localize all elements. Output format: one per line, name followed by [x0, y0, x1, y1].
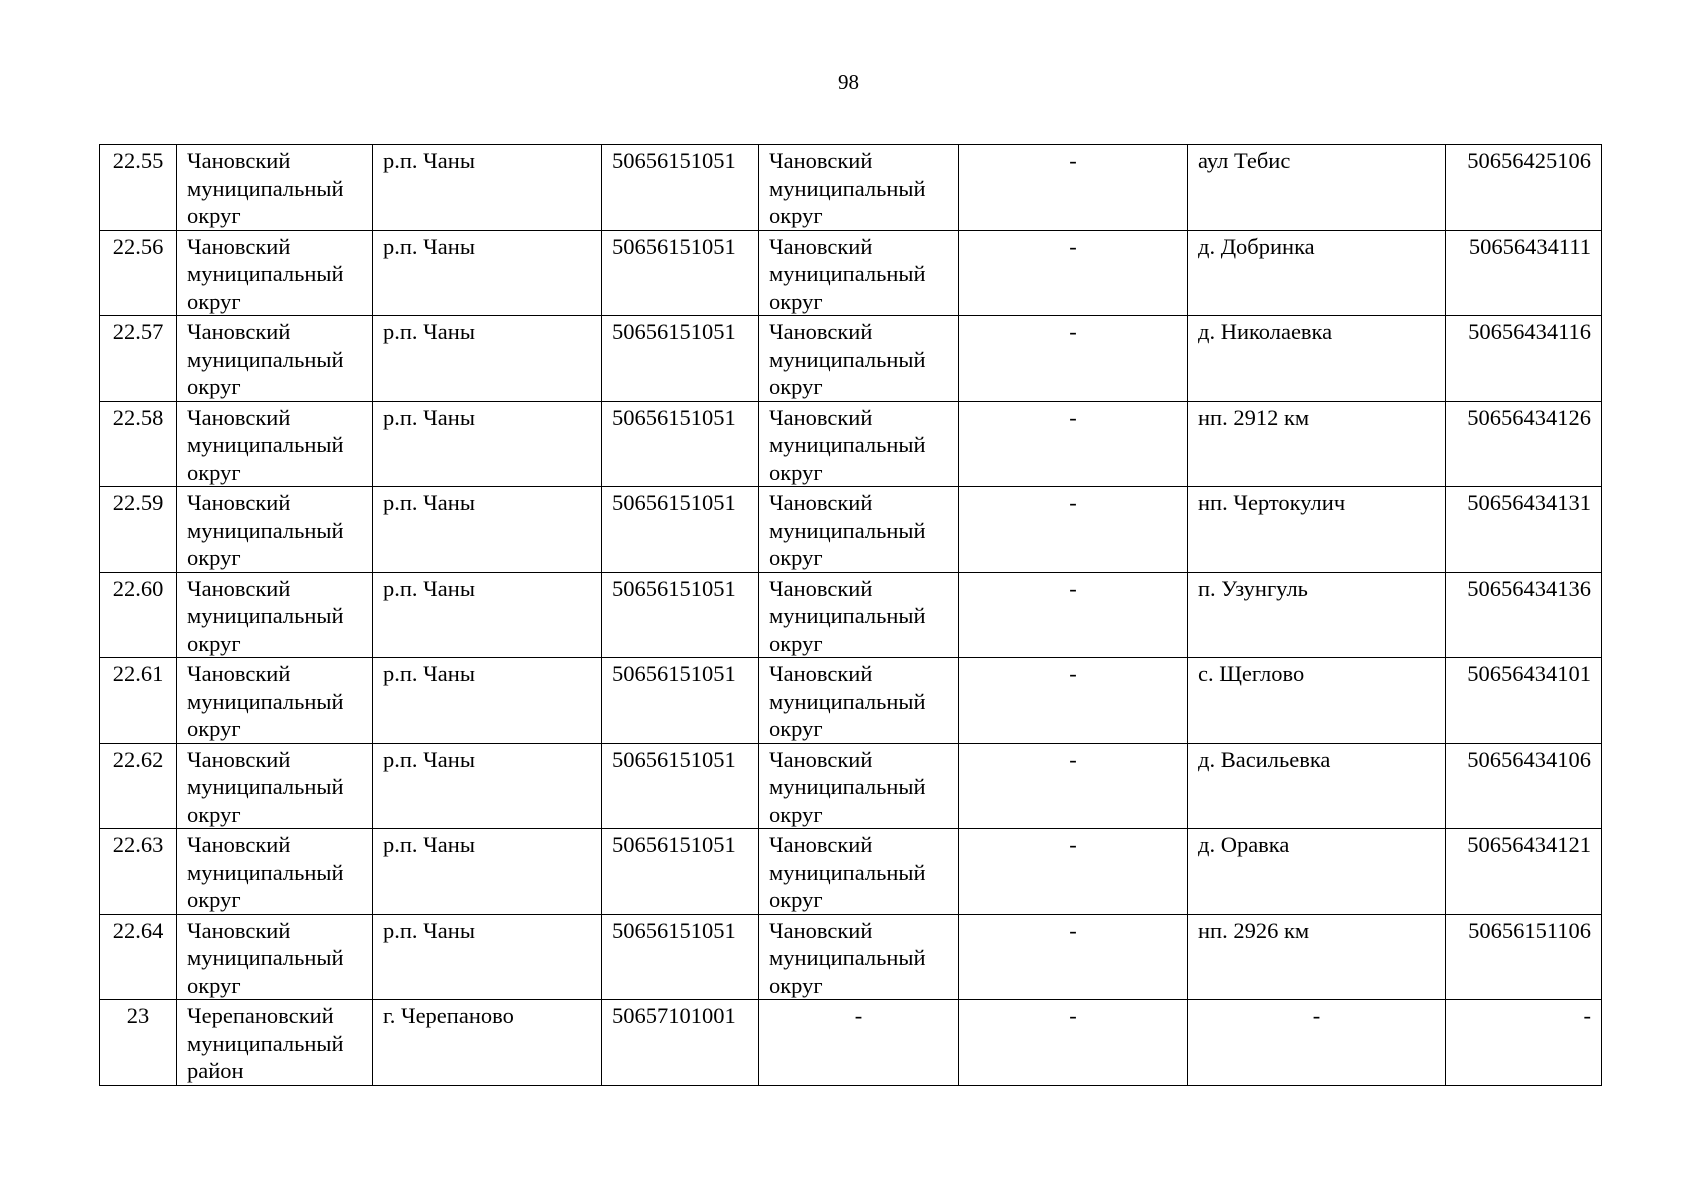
table-row [100, 829, 1602, 915]
settlement-cell: - [959, 316, 1188, 402]
table-row [100, 914, 1602, 1000]
subdistrict-cell: Чановский муниципальный округ [759, 145, 959, 231]
locality-code-cell: 50656434101 [1446, 658, 1602, 744]
row-number-cell: 23 [100, 1000, 177, 1086]
district-cell: Чановский муниципальный округ [177, 829, 373, 915]
locality-code-cell: 50656434121 [1446, 829, 1602, 915]
locality-code-cell: 50656151106 [1446, 914, 1602, 1000]
admin-center-code-cell: 50656151051 [602, 401, 759, 487]
admin-center-cell: р.п. Чаны [373, 658, 602, 744]
subdistrict-cell: Чановский муниципальный округ [759, 230, 959, 316]
admin-center-code-cell: 50656151051 [602, 743, 759, 829]
table-row [100, 401, 1602, 487]
subdistrict-cell: Чановский муниципальный округ [759, 401, 959, 487]
locality-cell: д. Николаевка [1188, 316, 1446, 402]
district-cell: Черепановский муниципальный район [177, 1000, 373, 1086]
locality-cell: нп. Чертокулич [1188, 487, 1446, 573]
admin-center-code-cell: 50656151051 [602, 145, 759, 231]
settlement-cell: - [959, 743, 1188, 829]
registry-table-body [100, 145, 1602, 1086]
row-number-cell: 22.56 [100, 230, 177, 316]
settlement-cell: - [959, 145, 1188, 231]
admin-center-cell: р.п. Чаны [373, 829, 602, 915]
district-cell: Чановский муниципальный округ [177, 572, 373, 658]
district-cell: Чановский муниципальный округ [177, 316, 373, 402]
row-number-cell: 22.64 [100, 914, 177, 1000]
subdistrict-cell: Чановский муниципальный округ [759, 829, 959, 915]
admin-center-cell: р.п. Чаны [373, 401, 602, 487]
locality-cell: с. Щеглово [1188, 658, 1446, 744]
registry-table [99, 144, 1602, 1086]
row-number-cell: 22.57 [100, 316, 177, 402]
admin-center-cell: р.п. Чаны [373, 487, 602, 573]
locality-cell: д. Добринка [1188, 230, 1446, 316]
district-cell: Чановский муниципальный округ [177, 230, 373, 316]
row-number-cell: 22.59 [100, 487, 177, 573]
locality-cell: д. Васильевка [1188, 743, 1446, 829]
district-cell: Чановский муниципальный округ [177, 487, 373, 573]
district-cell: Чановский муниципальный округ [177, 401, 373, 487]
table-row [100, 487, 1602, 573]
admin-center-cell: р.п. Чаны [373, 145, 602, 231]
admin-center-code-cell: 50656151051 [602, 914, 759, 1000]
settlement-cell: - [959, 1000, 1188, 1086]
locality-code-cell: - [1446, 1000, 1602, 1086]
row-number-cell: 22.62 [100, 743, 177, 829]
table-row [100, 1000, 1602, 1086]
district-cell: Чановский муниципальный округ [177, 145, 373, 231]
district-cell: Чановский муниципальный округ [177, 914, 373, 1000]
locality-code-cell: 50656434116 [1446, 316, 1602, 402]
settlement-cell: - [959, 487, 1188, 573]
locality-code-cell: 50656434111 [1446, 230, 1602, 316]
admin-center-cell: р.п. Чаны [373, 743, 602, 829]
locality-cell: п. Узунгуль [1188, 572, 1446, 658]
subdistrict-cell: Чановский муниципальный округ [759, 914, 959, 1000]
locality-code-cell: 50656434131 [1446, 487, 1602, 573]
admin-center-cell: р.п. Чаны [373, 316, 602, 402]
settlement-cell: - [959, 658, 1188, 744]
table-row [100, 658, 1602, 744]
admin-center-cell: р.п. Чаны [373, 572, 602, 658]
table-row [100, 230, 1602, 316]
row-number-cell: 22.61 [100, 658, 177, 744]
locality-cell: нп. 2926 км [1188, 914, 1446, 1000]
row-number-cell: 22.60 [100, 572, 177, 658]
admin-center-code-cell: 50656151051 [602, 487, 759, 573]
settlement-cell: - [959, 401, 1188, 487]
settlement-cell: - [959, 572, 1188, 658]
admin-center-code-cell: 50656151051 [602, 658, 759, 744]
locality-cell: д. Оравка [1188, 829, 1446, 915]
subdistrict-cell: Чановский муниципальный округ [759, 487, 959, 573]
district-cell: Чановский муниципальный округ [177, 743, 373, 829]
subdistrict-cell: Чановский муниципальный округ [759, 743, 959, 829]
locality-code-cell: 50656434106 [1446, 743, 1602, 829]
subdistrict-cell: Чановский муниципальный округ [759, 316, 959, 402]
locality-code-cell: 50656434136 [1446, 572, 1602, 658]
locality-cell: - [1188, 1000, 1446, 1086]
settlement-cell: - [959, 914, 1188, 1000]
admin-center-code-cell: 50656151051 [602, 316, 759, 402]
locality-code-cell: 50656425106 [1446, 145, 1602, 231]
subdistrict-cell: Чановский муниципальный округ [759, 572, 959, 658]
locality-cell: нп. 2912 км [1188, 401, 1446, 487]
subdistrict-cell: - [759, 1000, 959, 1086]
row-number-cell: 22.63 [100, 829, 177, 915]
admin-center-code-cell: 50656151051 [602, 230, 759, 316]
admin-center-code-cell: 50656151051 [602, 829, 759, 915]
table-row [100, 743, 1602, 829]
settlement-cell: - [959, 230, 1188, 316]
admin-center-code-cell: 50656151051 [602, 572, 759, 658]
district-cell: Чановский муниципальный округ [177, 658, 373, 744]
subdistrict-cell: Чановский муниципальный округ [759, 658, 959, 744]
settlement-cell: - [959, 829, 1188, 915]
page-number: 98 [838, 70, 859, 94]
table-row [100, 572, 1602, 658]
admin-center-cell: р.п. Чаны [373, 914, 602, 1000]
table-row [100, 145, 1602, 231]
locality-code-cell: 50656434126 [1446, 401, 1602, 487]
admin-center-code-cell: 50657101001 [602, 1000, 759, 1086]
row-number-cell: 22.55 [100, 145, 177, 231]
locality-cell: аул Тебис [1188, 145, 1446, 231]
admin-center-cell: г. Черепаново [373, 1000, 602, 1086]
row-number-cell: 22.58 [100, 401, 177, 487]
admin-center-cell: р.п. Чаны [373, 230, 602, 316]
table-row [100, 316, 1602, 402]
